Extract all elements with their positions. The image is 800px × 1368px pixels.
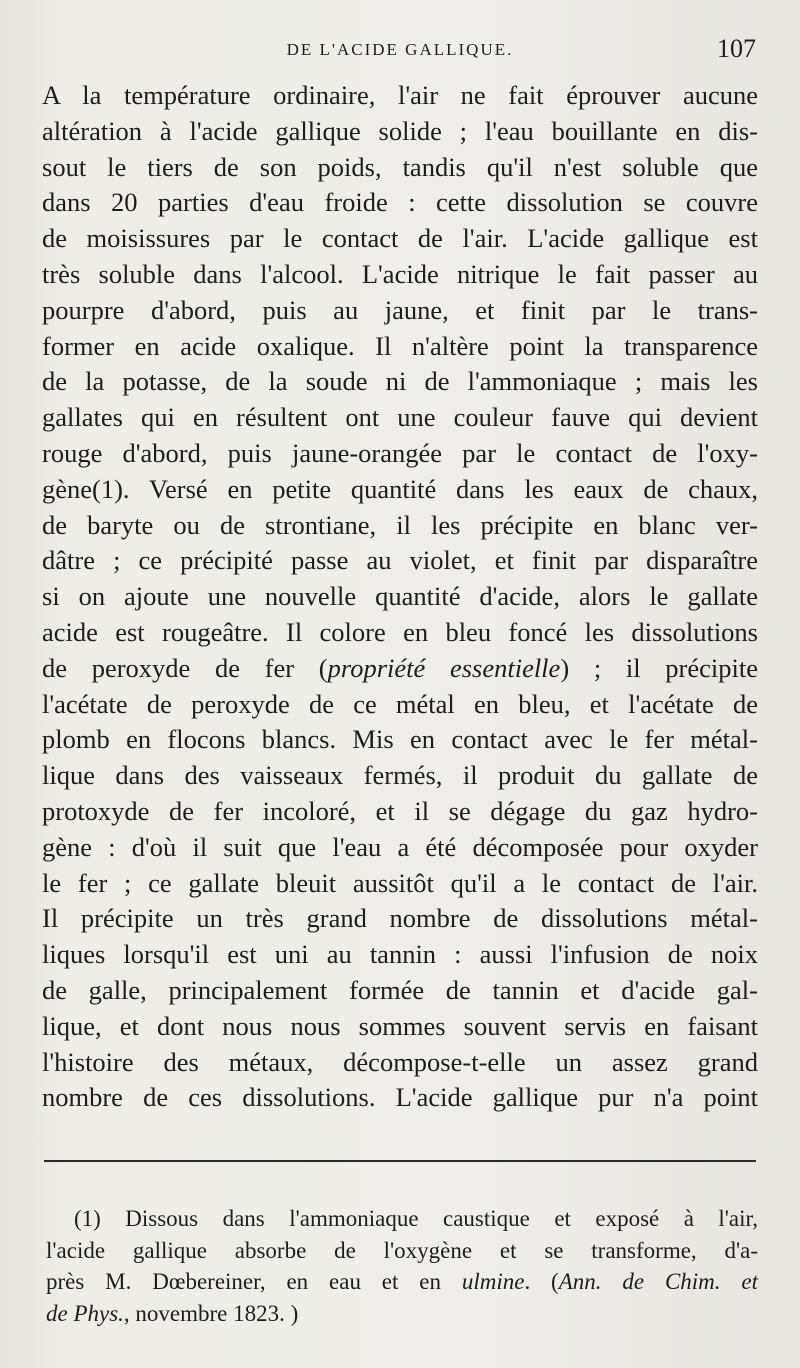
text-line: Il précipite un très grand nombre de dissolutions métal-: [42, 903, 758, 934]
text-line: l'acétate de peroxyde de ce métal en bleu, et l'acétate de: [42, 688, 758, 719]
footnote-line: l'acide gallique absorbe de l'oxygène et se transforme, d'a-: [46, 1237, 758, 1263]
footnote-line-with-italic: [46, 1298, 758, 1330]
text-line: protoxyde de fer incoloré, et il se dégage du gaz hydro-: [42, 795, 758, 826]
text-line: plomb en flocons blancs. Mis en contact avec le fer métal-: [42, 724, 758, 755]
text-line: de la potasse, de la soude ni de l'ammoniaque ; mais les: [42, 366, 758, 397]
text-line: dâtre ; ce précipité passe au violet, et finit par disparaître: [42, 545, 758, 576]
body-text: [42, 78, 758, 1116]
text-line: altération à l'acide gallique solide ; l'eau bouillante en dis-: [42, 115, 758, 146]
text-line: si on ajoute une nouvelle quantité d'acide, alors le gallate: [42, 581, 758, 612]
line-segment: , novembre 1823. ): [123, 1300, 299, 1326]
footnote: [46, 1203, 758, 1329]
text-line: lique, et dont nous nous sommes souvent servis en faisant: [42, 1010, 758, 1041]
text-line: de baryte ou de strontiane, il les précipite en blanc ver-: [42, 509, 758, 540]
text-line: gène : d'où il suit que l'eau a été décomposée pour oxyder: [42, 831, 758, 862]
page-number: 107: [717, 34, 756, 63]
text-line: liques lorsqu'il est uni au tannin : aussi l'infusion de noix: [42, 939, 758, 970]
footnote-line: (1) Dissous dans l'ammoniaque caustique et exposé à l'air,: [74, 1206, 758, 1231]
text-line: former en acide oxalique. Il n'altère point la transparence: [42, 330, 758, 361]
footnote-line-with-italic: [46, 1266, 758, 1298]
text-line: l'histoire des métaux, décompose-t-elle un assez grand: [42, 1046, 758, 1077]
running-title: DE L'ACIDE GALLIQUE.: [286, 40, 514, 59]
text-line: dans 20 parties d'eau froide : cette dissolution se couvre: [42, 187, 758, 218]
text-line: nombre de ces dissolutions. L'acide gallique pur n'a point: [42, 1082, 758, 1113]
italic-phrase: propriété essentielle: [327, 652, 561, 683]
text-line: gène(1). Versé en petite quantité dans les eaux de chaux,: [42, 473, 758, 504]
citation-italic: de Phys.: [46, 1300, 124, 1326]
page-header: [40, 34, 760, 64]
text-line: pourpre d'abord, puis au jaune, et finit par le trans-: [42, 294, 758, 325]
footnote-divider: [44, 1160, 756, 1162]
text-line: lique dans des vaisseaux fermés, il produit du gallate de: [42, 760, 758, 791]
text-line: de moisissures par le contact de l'air. L'acide gallique est: [42, 223, 758, 254]
italic-word: ulmine: [461, 1269, 525, 1294]
text-line: acide est rougeâtre. Il colore en bleu foncé les dissolutions: [42, 616, 758, 647]
text-line: rouge d'abord, puis jaune-orangée par le contact de l'oxy-: [42, 437, 758, 468]
text-line: A la température ordinaire, l'air ne fait éprouver aucune: [42, 80, 758, 110]
text-line: sout le tiers de son poids, tandis qu'il n'est soluble que: [42, 151, 758, 182]
text-line-with-italic: [42, 651, 758, 687]
text-line: le fer ; ce gallate bleuit aussitôt qu'il a le contact de l'air.: [42, 867, 758, 898]
text-line: gallates qui en résultent ont une couleur fauve qui devient: [42, 402, 758, 433]
citation-italic: Ann. de Chim. et: [558, 1269, 759, 1294]
line-segment: de peroxyde de fer (: [42, 652, 328, 683]
text-line: très soluble dans l'alcool. L'acide nitrique le fait passer au: [42, 258, 758, 289]
text-line: de galle, principalement formée de tannin et d'acide gal-: [42, 974, 758, 1005]
line-segment: . (: [524, 1269, 559, 1294]
line-segment: près M. Dœbereiner, en eau et en: [46, 1269, 462, 1294]
line-segment: ) ; il précipite: [560, 652, 758, 683]
